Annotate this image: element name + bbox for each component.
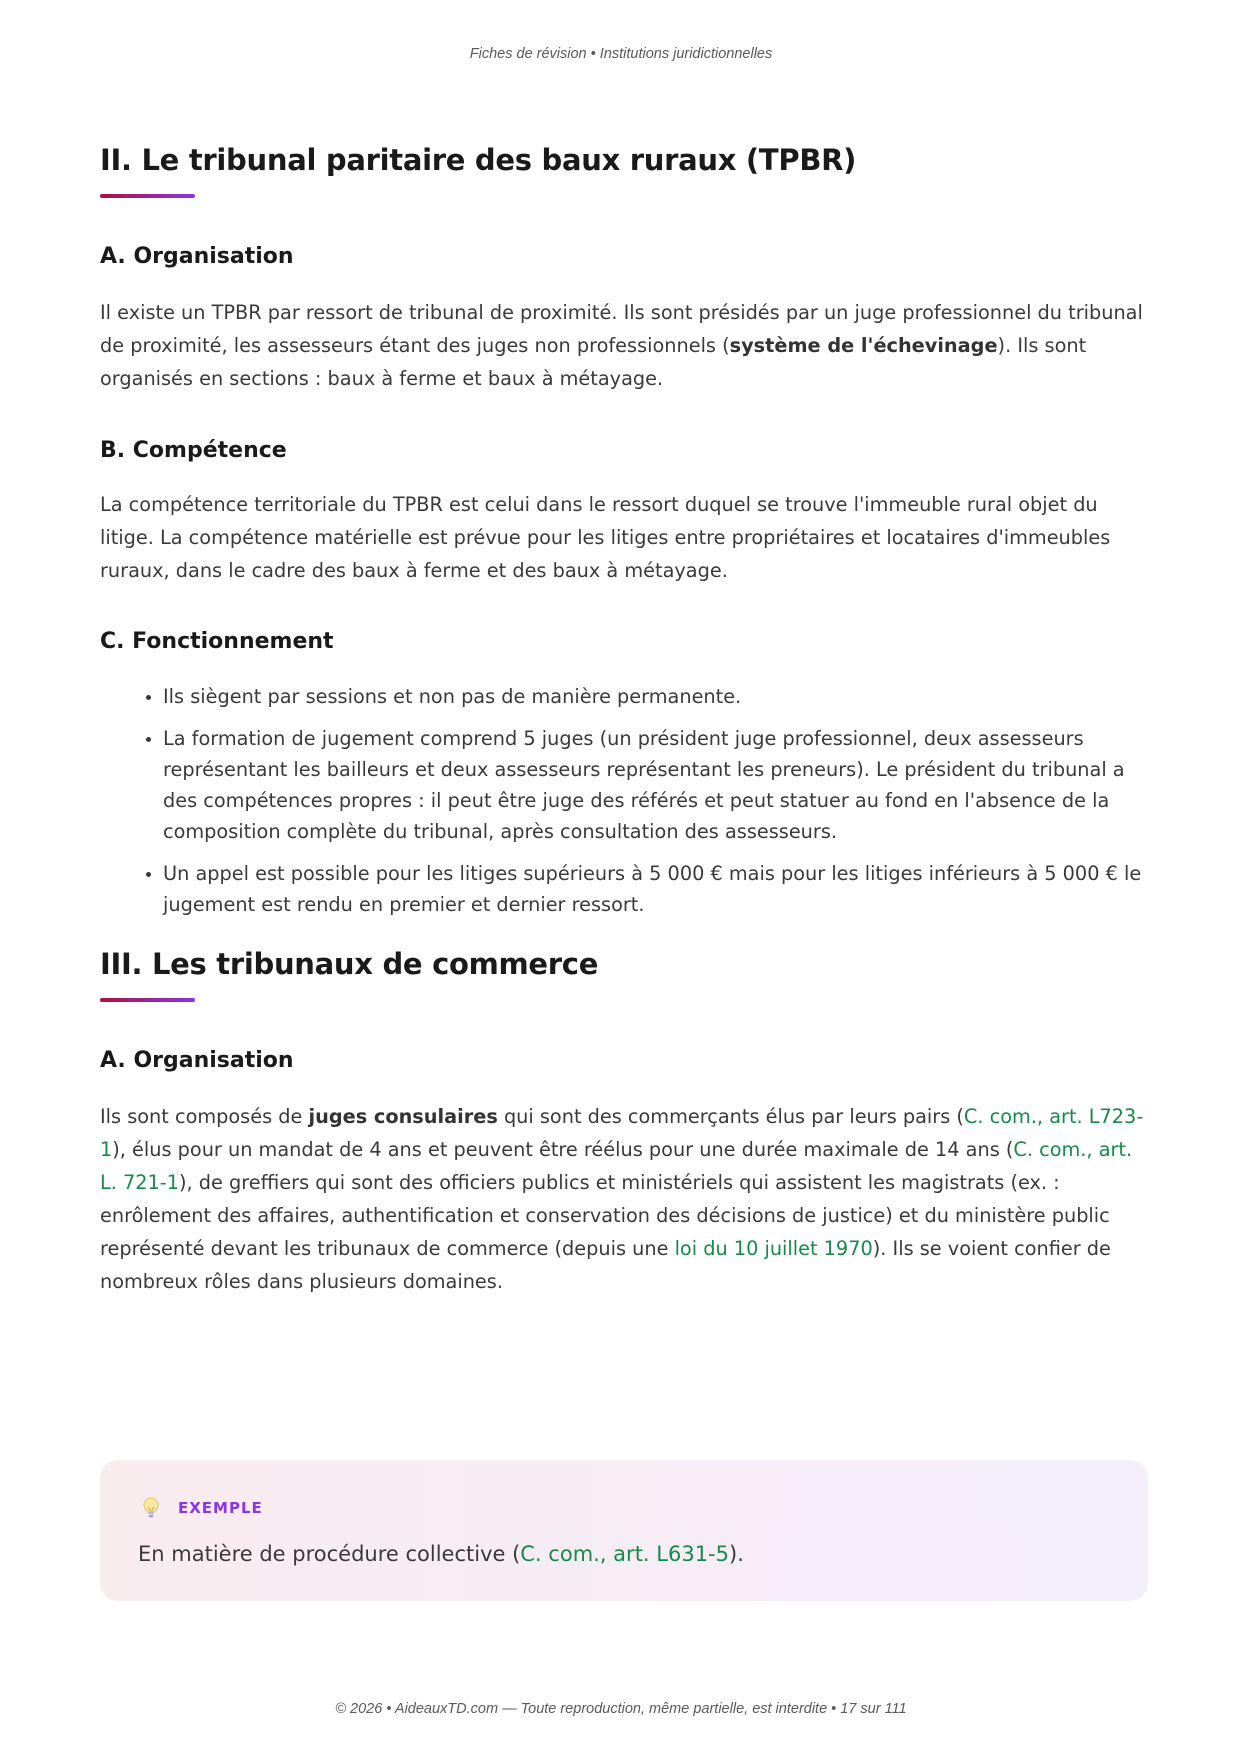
- legal-reference-link[interactable]: loi du 10 juillet 1970: [674, 1237, 873, 1260]
- callout-header: [138, 1495, 1110, 1521]
- text-run: ), élus pour un mandat de 4 ans et peuvent être réélus pour une durée maximale de 14 ans (: [112, 1138, 1014, 1161]
- bullet-list-fonctionnement: [100, 681, 1145, 920]
- title-underline: [100, 194, 195, 198]
- text-run: Il existe un TPBR par ressort de tribunal de proximité. Ils sont présidés par un juge professionnel du tribunal de proximité, les assesseurs étant des juges non professionnels (: [100, 301, 1143, 357]
- page-header: Fiches de révision • Institutions juridictionnelles: [469, 46, 773, 62]
- list-item: • Ils siègent par sessions et non pas de manière permanente.: [163, 681, 1145, 712]
- subsection-title-competence: B. Compétence: [100, 438, 287, 463]
- title-underline: [100, 998, 195, 1002]
- legal-reference-link[interactable]: C. com., art. L723-1: [100, 1105, 1144, 1161]
- subsection-title-organisation-commerce: A. Organisation: [100, 1048, 294, 1073]
- legal-reference-link[interactable]: C. com., art. L. 721-1: [100, 1138, 1133, 1194]
- paragraph-organisation-commerce: [100, 1100, 1145, 1298]
- lightbulb-icon: [138, 1495, 164, 1521]
- text-run: Ils sont composés de: [100, 1105, 309, 1128]
- text-run: qui sont des commerçants élus par leurs pairs (: [497, 1105, 964, 1128]
- subsection-title-organisation: A. Organisation: [100, 244, 294, 269]
- paragraph-competence: La compétence territoriale du TPBR est celui dans le ressort duquel se trouve l'immeuble rural objet du litige. La compétence matérielle est prévue pour les litiges entre propriétaires et locataires d'immeubles ruraux, dans le cadre des baux à ferme et des baux à métayage.: [100, 493, 1111, 582]
- text-run: ), de greffiers qui sont des officiers publics et ministériels qui assistent les magistrats (ex. : enrôlement des affaires, authentification et conservation des décisions de justice) et du ministère public représenté devant les tribunaux de commerce (depuis une: [100, 1171, 1110, 1260]
- main-content: [100, 140, 1145, 1298]
- text-run: ).: [729, 1542, 744, 1566]
- bold-term: système de l'échevinage: [729, 334, 998, 357]
- section-title-commerce: III. Les tribunaux de commerce: [100, 947, 599, 981]
- callout-label: EXEMPLE: [178, 1499, 263, 1517]
- paragraph-organisation: [100, 296, 1145, 395]
- section-title-tpbr: II. Le tribunal paritaire des baux ruraux (TPBR): [100, 143, 857, 177]
- list-item: • La formation de jugement comprend 5 juges (un président juge professionnel, deux assesseurs représentant les bailleurs et deux assesseurs représentant les preneurs). Le président du tribunal a des compétences propres : il peut être juge des référés et peut statuer au fond en l'absence de la composition complète du tribunal, après consultation des assesseurs.: [163, 723, 1145, 847]
- subsection-title-fonctionnement: C. Fonctionnement: [100, 629, 334, 654]
- text-run: En matière de procédure collective (: [138, 1542, 521, 1566]
- text-run: ). Ils se voient confier de nombreux rôles dans plusieurs domaines.: [100, 1237, 1111, 1293]
- text-run: ). Ils sont organisés en sections : baux à ferme et baux à métayage.: [100, 334, 1087, 390]
- callout-text: [138, 1539, 1110, 1569]
- example-callout: [100, 1460, 1148, 1601]
- legal-reference-link[interactable]: C. com., art. L631-5: [520, 1542, 729, 1566]
- page-footer: © 2026 • AideauxTD.com — Toute reproduction, même partielle, est interdite • 17 sur 111: [335, 1701, 907, 1717]
- bold-term: juges consulaires: [308, 1105, 498, 1128]
- list-item: • Un appel est possible pour les litiges supérieurs à 5 000 € mais pour les litiges inférieurs à 5 000 € le jugement est rendu en premier et dernier ressort.: [163, 858, 1145, 920]
